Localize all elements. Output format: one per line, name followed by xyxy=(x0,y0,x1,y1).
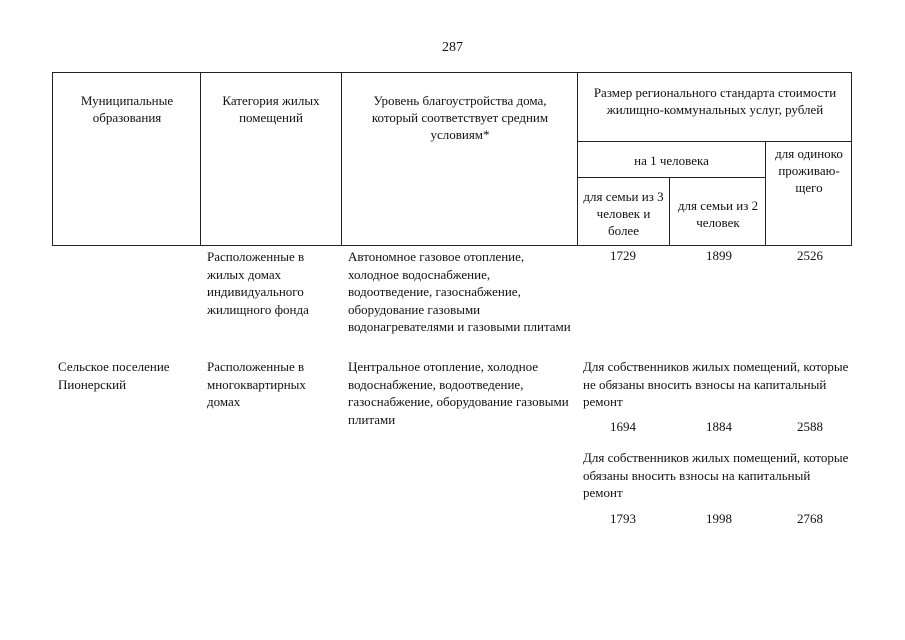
row2-municipality: Сельское поселение Пионерский xyxy=(58,359,170,392)
header-single: для одиноко проживаю-щего xyxy=(775,146,843,195)
header-vborder-2 xyxy=(341,72,342,246)
header-inner-border-2 xyxy=(577,177,765,178)
header-vborder-6 xyxy=(851,72,852,246)
header-vborder-3 xyxy=(577,72,578,246)
row1-category: Расположенные в жилых домах индивидуального жилищного фонда xyxy=(207,249,309,317)
row2-group1-label: Для собственников жилых помещений, которые не обязаны вносить взносы на капитальный ремонт xyxy=(583,359,849,409)
row2-group2-value-family3: 1793 xyxy=(610,511,636,526)
header-level: Уровень благоустройства дома, который соответствует средним условиям* xyxy=(371,93,549,142)
row2-group1-value-family3: 1694 xyxy=(610,419,636,434)
header-standard: Размер регионального стандарта стоимости жилищно-коммунальных услуг, рублей xyxy=(593,85,837,117)
row1-value-single: 2526 xyxy=(797,248,823,263)
row2-group2-value-single: 2768 xyxy=(797,511,823,526)
row2-group1-value-single: 2588 xyxy=(797,419,823,434)
row2-group1-value-family2: 1884 xyxy=(706,419,732,434)
header-top-border xyxy=(52,72,852,73)
header-category: Категория жилых помещений xyxy=(222,93,320,125)
row2-group2-value-family2: 1998 xyxy=(706,511,732,526)
header-vborder-4 xyxy=(669,177,670,246)
header-municipality: Муниципальные образования xyxy=(80,93,174,125)
row1-value-family3: 1729 xyxy=(610,248,636,263)
row1-value-family2: 1899 xyxy=(706,248,732,263)
header-inner-border-1 xyxy=(577,141,852,142)
header-family3: для семьи из 3 человек и более xyxy=(583,189,664,238)
row2-category: Расположенные в многоквартирных домах xyxy=(207,359,306,409)
header-vborder-5 xyxy=(765,141,766,246)
header-bottom-border xyxy=(52,245,852,246)
row1-level: Автономное газовое отопление, холодное водоснабжение, водоотведение, газоснабжение, оборудование газовыми водонагревателями и газовыми плитами xyxy=(348,249,571,334)
header-vborder-1 xyxy=(200,72,201,246)
page-number: 287 xyxy=(442,40,463,55)
header-family2: для семьи из 2 человек xyxy=(677,198,759,230)
row2-level: Центральное отопление, холодное водоснабжение, водоотведение, газоснабжение, оборудование газовыми плитами xyxy=(348,359,569,427)
header-per-person: на 1 человека xyxy=(634,153,709,168)
header-vborder-0 xyxy=(52,72,53,246)
row2-group2-label: Для собственников жилых помещений, которые обязаны вносить взносы на капитальный ремонт xyxy=(583,450,849,500)
